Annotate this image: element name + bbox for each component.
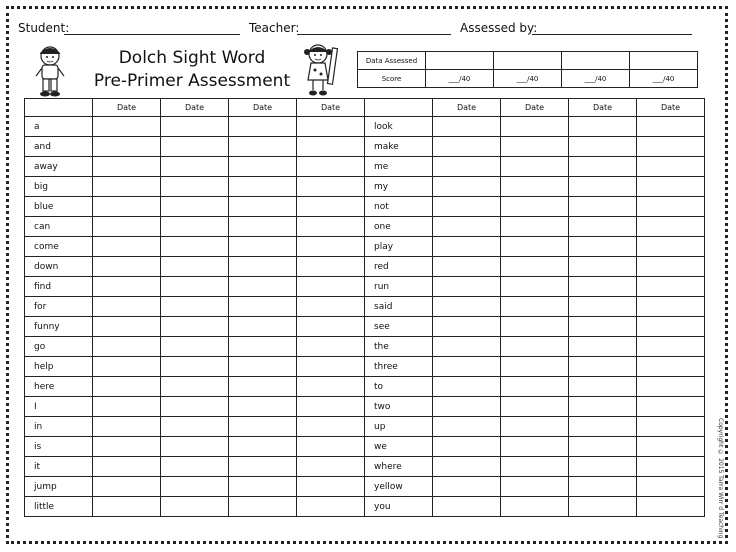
sight-word: little (25, 497, 93, 517)
sight-word: can (25, 217, 93, 237)
assessment-cell[interactable] (229, 197, 297, 217)
assessment-cell[interactable] (501, 137, 569, 157)
assessment-cell[interactable] (161, 217, 229, 237)
sight-word: red (365, 257, 433, 277)
assessment-cell[interactable] (229, 117, 297, 137)
assessment-cell[interactable] (93, 217, 161, 237)
assessment-cell[interactable] (297, 497, 365, 517)
assessment-cell[interactable] (433, 457, 501, 477)
assessment-cell[interactable] (93, 297, 161, 317)
assessment-cell[interactable] (297, 397, 365, 417)
date-column-header: Date (229, 99, 297, 117)
assessment-cell[interactable] (637, 397, 705, 417)
assessment-cell[interactable] (161, 117, 229, 137)
table-row (25, 337, 705, 357)
assessment-cell[interactable] (433, 157, 501, 177)
sight-word: see (365, 317, 433, 337)
assessment-cell[interactable] (501, 277, 569, 297)
assessment-cell[interactable] (501, 357, 569, 377)
assessment-cell[interactable] (229, 277, 297, 297)
sight-word: run (365, 277, 433, 297)
assessment-cell[interactable] (297, 217, 365, 237)
assessment-cell[interactable] (93, 437, 161, 457)
date-column-header: Date (161, 99, 229, 117)
assessment-cell[interactable] (297, 377, 365, 397)
sight-word: a (25, 117, 93, 137)
sight-word: you (365, 497, 433, 517)
score-value-cell[interactable]: ___/40 (426, 70, 494, 88)
assessment-cell[interactable] (569, 317, 637, 337)
assessment-cell[interactable] (297, 117, 365, 137)
sight-word: help (25, 357, 93, 377)
assessment-cell[interactable] (433, 417, 501, 437)
assessment-cell[interactable] (93, 377, 161, 397)
sight-word: to (365, 377, 433, 397)
assessment-cell[interactable] (297, 337, 365, 357)
assessment-cell[interactable] (637, 317, 705, 337)
assessment-cell[interactable] (161, 257, 229, 277)
assessment-cell[interactable] (161, 157, 229, 177)
assessment-cell[interactable] (433, 317, 501, 337)
sight-word: and (25, 137, 93, 157)
assessment-cell[interactable] (433, 297, 501, 317)
assessment-cell[interactable] (637, 377, 705, 397)
table-row (25, 457, 705, 477)
assessment-cell[interactable] (433, 357, 501, 377)
assessment-cell[interactable] (569, 117, 637, 137)
title-line-2: Pre-Primer Assessment (93, 71, 291, 91)
sight-word: down (25, 257, 93, 277)
sight-word: it (25, 457, 93, 477)
score-table-score-row (358, 70, 698, 88)
assessment-cell[interactable] (161, 357, 229, 377)
assessment-cell[interactable] (501, 257, 569, 277)
sight-word: we (365, 437, 433, 457)
assessment-cell[interactable] (297, 317, 365, 337)
assessment-cell[interactable] (637, 497, 705, 517)
assessment-cell[interactable] (569, 297, 637, 317)
assessment-cell[interactable] (433, 377, 501, 397)
word-column-header (25, 99, 93, 117)
assessment-cell[interactable] (229, 317, 297, 337)
assessment-cell[interactable] (637, 117, 705, 137)
assessment-cell[interactable] (637, 217, 705, 237)
assessment-cell[interactable] (161, 497, 229, 517)
page-title (92, 47, 292, 93)
assessment-cell[interactable] (569, 377, 637, 397)
assessment-cell[interactable] (161, 477, 229, 497)
assessment-cell[interactable] (501, 377, 569, 397)
assessment-cell[interactable] (229, 477, 297, 497)
table-row (25, 137, 705, 157)
assessment-cell[interactable] (569, 217, 637, 237)
date-column-header: Date (637, 99, 705, 117)
assessment-cell[interactable] (229, 157, 297, 177)
sight-word: is (25, 437, 93, 457)
assessment-cell[interactable] (501, 497, 569, 517)
table-row (25, 377, 705, 397)
assessment-cell[interactable] (229, 397, 297, 417)
assessment-cell[interactable] (569, 157, 637, 177)
teacher-field[interactable] (297, 34, 451, 35)
assessment-cell[interactable] (93, 317, 161, 337)
assessment-cell[interactable] (297, 177, 365, 197)
score-table-date-row (358, 52, 698, 70)
assessment-cell[interactable] (161, 177, 229, 197)
assessment-cell[interactable] (229, 137, 297, 157)
assessment-cell[interactable] (569, 417, 637, 437)
table-row (25, 317, 705, 337)
assessment-cell[interactable] (637, 237, 705, 257)
assessment-cell[interactable] (569, 197, 637, 217)
assessment-cell[interactable] (569, 257, 637, 277)
data-assessed-label: Data Assessed (358, 52, 426, 70)
assessment-cell[interactable] (229, 297, 297, 317)
sight-word: funny (25, 317, 93, 337)
score-value-cell[interactable]: ___/40 (494, 70, 562, 88)
assessment-cell[interactable] (161, 317, 229, 337)
assessment-cell[interactable] (161, 437, 229, 457)
assessment-cell[interactable] (297, 457, 365, 477)
sight-word: yellow (365, 477, 433, 497)
table-row (25, 497, 705, 517)
assessment-cell[interactable] (229, 337, 297, 357)
assessment-cell[interactable] (637, 297, 705, 317)
assessment-cell[interactable] (569, 497, 637, 517)
assessment-cell[interactable] (297, 197, 365, 217)
table-row (25, 237, 705, 257)
assessment-cell[interactable] (569, 457, 637, 477)
table-row (25, 437, 705, 457)
assessed-by-field[interactable] (532, 34, 692, 35)
assessment-cell[interactable] (93, 357, 161, 377)
sight-word: three (365, 357, 433, 377)
sight-word: in (25, 417, 93, 437)
sight-word: for (25, 297, 93, 317)
assessment-cell[interactable] (569, 277, 637, 297)
sight-word: play (365, 237, 433, 257)
assessment-cell[interactable] (569, 477, 637, 497)
table-row (25, 197, 705, 217)
assessment-cell[interactable] (433, 197, 501, 217)
assessment-cell[interactable] (433, 257, 501, 277)
copyright-text: Copyright © 2015 Tarra Wirr d Teaching (717, 418, 724, 539)
assessment-cell[interactable] (161, 457, 229, 477)
assessment-cell[interactable] (93, 497, 161, 517)
table-row (25, 177, 705, 197)
student-label: Student: (18, 21, 70, 35)
boy-clipart-icon (32, 44, 68, 98)
score-value-cell[interactable]: ___/40 (562, 70, 630, 88)
assessment-cell[interactable] (637, 337, 705, 357)
assessment-cell[interactable] (229, 217, 297, 237)
assessment-cell[interactable] (501, 197, 569, 217)
assessment-cell[interactable] (569, 437, 637, 457)
table-row (25, 397, 705, 417)
assessment-cell[interactable] (297, 137, 365, 157)
assessment-cell[interactable] (161, 377, 229, 397)
assessment-cell[interactable] (433, 337, 501, 357)
sight-word: the (365, 337, 433, 357)
assessment-cell[interactable] (297, 357, 365, 377)
title-line-1: Dolch Sight Word (118, 48, 266, 68)
assessment-cell[interactable] (569, 177, 637, 197)
assessment-cell[interactable] (93, 397, 161, 417)
assessment-cell[interactable] (229, 257, 297, 277)
assessment-cell[interactable] (637, 477, 705, 497)
assessment-cell[interactable] (229, 237, 297, 257)
assessment-cell[interactable] (229, 437, 297, 457)
assessment-cell[interactable] (433, 277, 501, 297)
table-row (25, 477, 705, 497)
assessment-cell[interactable] (433, 117, 501, 137)
table-row (25, 277, 705, 297)
assessment-cell[interactable] (501, 297, 569, 317)
assessment-cell[interactable] (93, 457, 161, 477)
assessment-cell[interactable] (501, 157, 569, 177)
assessment-cell[interactable] (569, 397, 637, 417)
assessment-cell[interactable] (433, 477, 501, 497)
date-column-header: Date (297, 99, 365, 117)
assessment-cell[interactable] (637, 417, 705, 437)
assessment-cell[interactable] (161, 197, 229, 217)
score-date-cell[interactable] (426, 52, 494, 70)
sight-word: where (365, 457, 433, 477)
date-column-header: Date (569, 99, 637, 117)
table-row (25, 117, 705, 137)
assessment-cell[interactable] (297, 157, 365, 177)
assessment-cell[interactable] (161, 297, 229, 317)
assessment-cell[interactable] (93, 337, 161, 357)
teacher-label: Teacher: (249, 21, 300, 35)
score-value-cell[interactable]: ___/40 (630, 70, 698, 88)
table-row (25, 157, 705, 177)
assessment-cell[interactable] (637, 357, 705, 377)
assessment-cell[interactable] (501, 417, 569, 437)
assessment-cell[interactable] (637, 197, 705, 217)
sight-word: my (365, 177, 433, 197)
assessment-cell[interactable] (93, 257, 161, 277)
assessment-cell[interactable] (161, 277, 229, 297)
score-date-cell[interactable] (630, 52, 698, 70)
assessment-cell[interactable] (501, 457, 569, 477)
table-row (25, 217, 705, 237)
assessment-cell[interactable] (229, 177, 297, 197)
assessment-cell[interactable] (93, 177, 161, 197)
sight-word: come (25, 237, 93, 257)
table-row (25, 257, 705, 277)
sight-word: blue (25, 197, 93, 217)
date-column-header: Date (93, 99, 161, 117)
assessment-cell[interactable] (637, 257, 705, 277)
assessment-cell[interactable] (161, 397, 229, 417)
score-date-cell[interactable] (562, 52, 630, 70)
girl-with-pencil-clipart-icon (302, 42, 342, 98)
sight-word: me (365, 157, 433, 177)
assessment-cell[interactable] (569, 137, 637, 157)
assessment-cell[interactable] (229, 497, 297, 517)
assessment-cell[interactable] (161, 137, 229, 157)
student-field[interactable] (64, 34, 240, 35)
table-row (25, 417, 705, 437)
assessment-cell[interactable] (93, 157, 161, 177)
date-column-header: Date (433, 99, 501, 117)
assessment-cell[interactable] (501, 337, 569, 357)
assessment-cell[interactable] (433, 217, 501, 237)
assessment-cell[interactable] (161, 237, 229, 257)
assessment-cell[interactable] (297, 237, 365, 257)
assessment-cell[interactable] (297, 297, 365, 317)
sight-word: go (25, 337, 93, 357)
assessment-cell[interactable] (161, 417, 229, 437)
sight-word: look (365, 117, 433, 137)
assessment-cell[interactable] (297, 257, 365, 277)
assessment-cell[interactable] (93, 117, 161, 137)
assessment-cell[interactable] (637, 177, 705, 197)
assessment-cell[interactable] (637, 157, 705, 177)
sight-word: said (365, 297, 433, 317)
assessment-cell[interactable] (297, 477, 365, 497)
sight-word: up (365, 417, 433, 437)
assessment-cell[interactable] (501, 217, 569, 237)
assessment-cell[interactable] (433, 437, 501, 457)
assessment-cell[interactable] (229, 417, 297, 437)
assessment-cell[interactable] (433, 397, 501, 417)
assessment-cell[interactable] (569, 337, 637, 357)
word-column-header (365, 99, 433, 117)
sight-word: big (25, 177, 93, 197)
assessment-cell[interactable] (501, 397, 569, 417)
sight-word: here (25, 377, 93, 397)
assessment-cell[interactable] (569, 237, 637, 257)
word-assessment-table (24, 98, 705, 517)
assessment-cell[interactable] (501, 117, 569, 137)
sight-word: jump (25, 477, 93, 497)
sight-word: not (365, 197, 433, 217)
sight-word: away (25, 157, 93, 177)
assessment-cell[interactable] (501, 437, 569, 457)
assessment-cell[interactable] (161, 337, 229, 357)
sight-word: make (365, 137, 433, 157)
assessment-cell[interactable] (297, 437, 365, 457)
score-date-cell[interactable] (494, 52, 562, 70)
assessment-cell[interactable] (501, 477, 569, 497)
assessment-cell[interactable] (433, 177, 501, 197)
assessment-cell[interactable] (93, 137, 161, 157)
assessment-cell[interactable] (569, 357, 637, 377)
assessment-cell[interactable] (297, 277, 365, 297)
assessment-cell[interactable] (93, 477, 161, 497)
sight-word: two (365, 397, 433, 417)
sight-word: I (25, 397, 93, 417)
assessment-cell[interactable] (229, 377, 297, 397)
assessment-cell[interactable] (501, 177, 569, 197)
assessment-cell[interactable] (501, 317, 569, 337)
assessment-cell[interactable] (501, 237, 569, 257)
assessment-cell[interactable] (433, 137, 501, 157)
table-header-row (25, 99, 705, 117)
assessment-cell[interactable] (297, 417, 365, 437)
score-label: Score (358, 70, 426, 88)
table-row (25, 357, 705, 377)
assessment-cell[interactable] (637, 137, 705, 157)
score-table (357, 51, 698, 88)
sight-word: one (365, 217, 433, 237)
sight-word: find (25, 277, 93, 297)
assessment-cell[interactable] (637, 457, 705, 477)
assessment-cell[interactable] (93, 417, 161, 437)
assessment-cell[interactable] (93, 277, 161, 297)
assessment-cell[interactable] (93, 197, 161, 217)
table-row (25, 297, 705, 317)
assessment-cell[interactable] (433, 237, 501, 257)
date-column-header: Date (501, 99, 569, 117)
assessment-cell[interactable] (433, 497, 501, 517)
assessed-by-label: Assessed by: (460, 21, 538, 35)
assessment-cell[interactable] (93, 237, 161, 257)
assessment-cell[interactable] (637, 277, 705, 297)
assessment-cell[interactable] (229, 457, 297, 477)
assessment-cell[interactable] (229, 357, 297, 377)
assessment-cell[interactable] (637, 437, 705, 457)
